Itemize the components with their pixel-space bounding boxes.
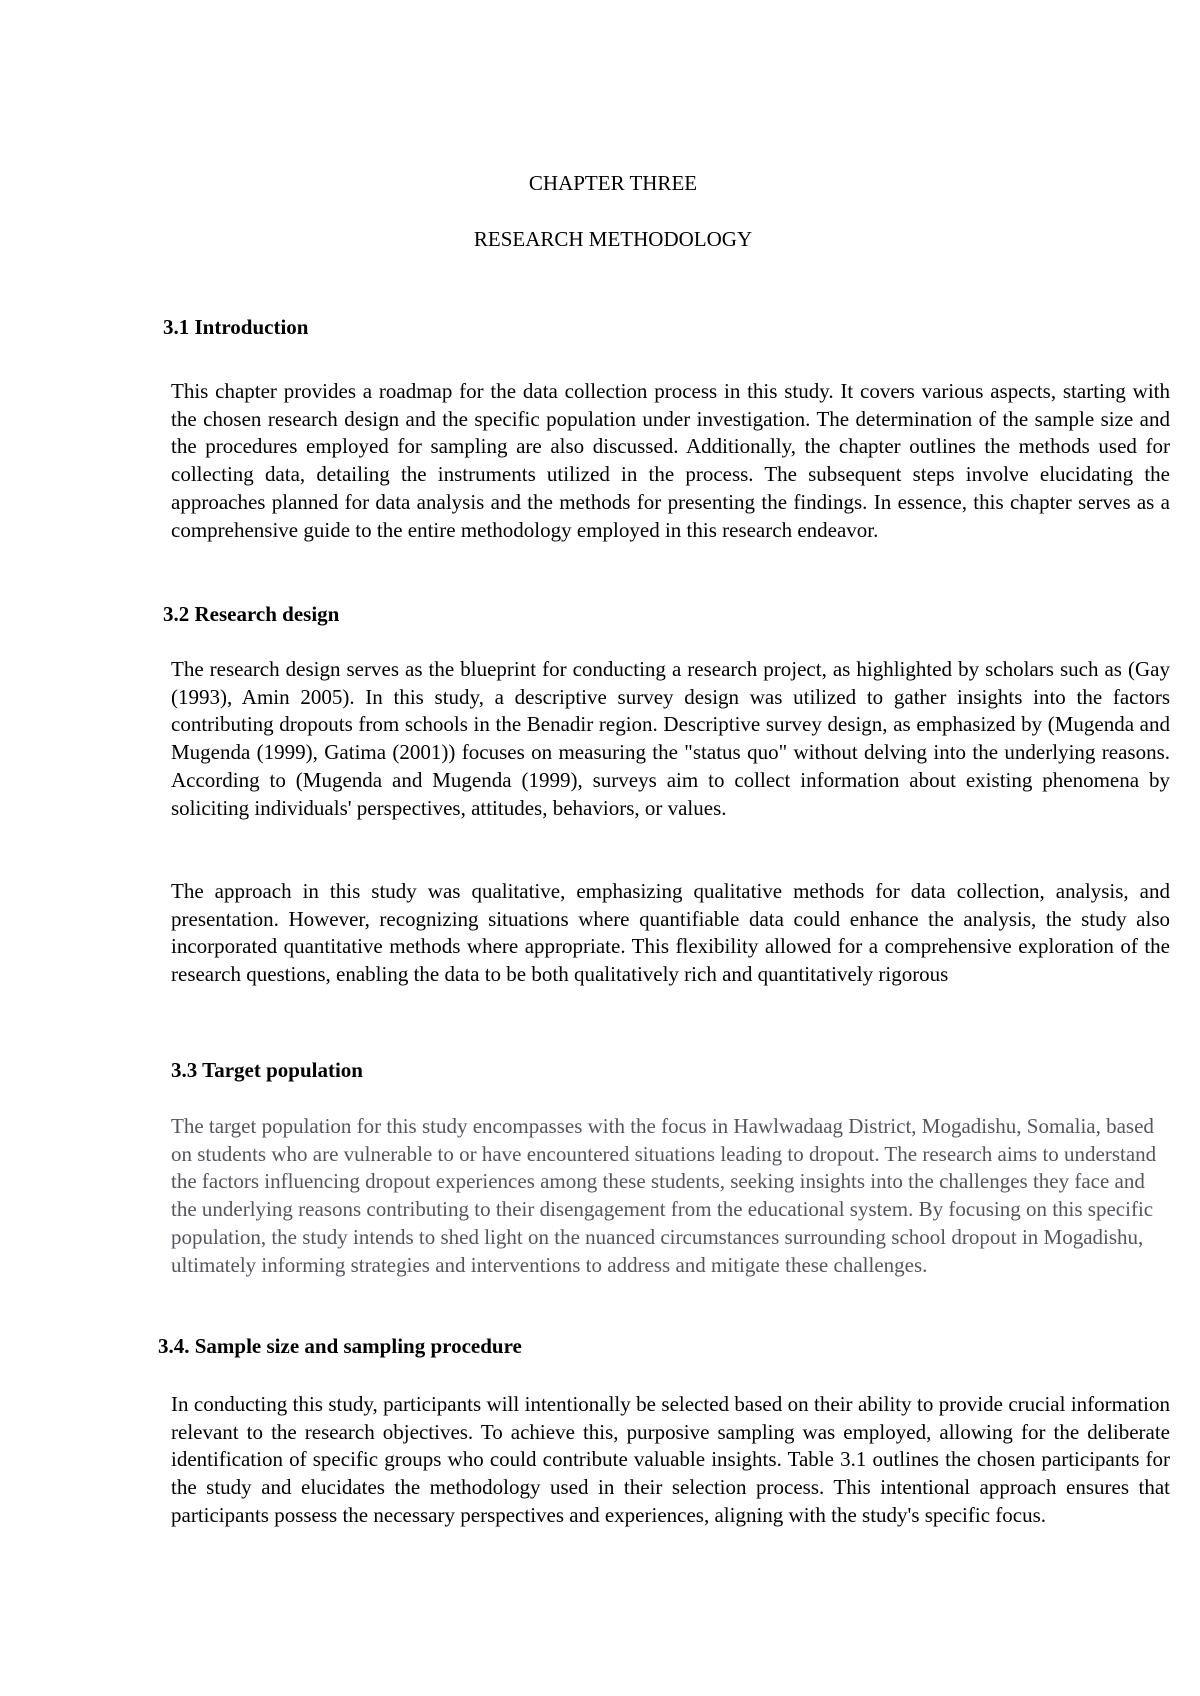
research-design-paragraph-1: The research design serves as the blueprint for conducting a research project, as highlighted by scholars such as (Gay (1993), Amin 2005). In this study, a descriptive survey design was utilized to gather insights into the factors contributing dropouts from schools in the Benadir region. Descriptive survey design, as emphasized by (Mugenda and Mugenda (1999), Gatima (2001)) focuses on measuring the "status quo" without delving into the underlying reasons. According to (Mugenda and Mugenda (1999), surveys aim to collect information about existing phenomena by soliciting individuals' perspectives, attitudes, behaviors, or values. [171,657,1170,820]
section-heading-introduction: 3.1 Introduction [163,315,309,339]
introduction-paragraph: This chapter provides a roadmap for the data collection process in this study. It covers various aspects, starting with the chosen research design and the specific population under investigation. The determination of the sample size and the procedures employed for sampling are also discussed. Additionally, the chapter outlines the methods used for collecting data, detailing the instruments utilized in the process. The subsequent steps involve elucidating the approaches planned for data analysis and the methods for presenting the findings. In essence, this chapter serves as a comprehensive guide to the entire methodology employed in this research endeavor. [171,379,1170,542]
section-heading-research-design: 3.2 Research design [163,602,340,626]
section-heading-sample-size: 3.4. Sample size and sampling procedure [158,1334,522,1358]
research-design-paragraph-2: The approach in this study was qualitative, emphasizing qualitative methods for data collection, analysis, and presentation. However, recognizing situations where quantifiable data could enhance the analysis, the study also incorporated quantitative methods where appropriate. This flexibility allowed for a comprehensive exploration of the research questions, enabling the data to be both qualitatively rich and quantitatively rigorous [171,879,1170,987]
chapter-number-title: CHAPTER THREE [528,171,698,195]
chapter-title: RESEARCH METHODOLOGY [473,227,753,251]
target-population-paragraph: The target population for this study encompasses with the focus in Hawlwadaag District, Mogadishu, Somalia, based on students who are vulnerable to or have encountered situations leading to dropout. The research aims to understand the factors influencing dropout experiences among these students, seeking insights into the challenges they face and the underlying reasons contributing to their disengagement from the educational system. By focusing on this specific population, the study intends to shed light on the nuanced circumstances surrounding school dropout in Mogadishu, ultimately informing strategies and interventions to address and mitigate these challenges. [171,1114,1157,1277]
section-heading-target-population: 3.3 Target population [171,1058,363,1082]
sample-size-paragraph: In conducting this study, participants will intentionally be selected based on their ability to provide crucial information relevant to the research objectives. To achieve this, purposive sampling was employed, allowing for the deliberate identification of specific groups who could contribute valuable insights. Table 3.1 outlines the chosen participants for the study and elucidates the methodology used in their selection process. This intentional approach ensures that participants possess the necessary perspectives and experiences, aligning with the study's specific focus. [171,1392,1170,1527]
